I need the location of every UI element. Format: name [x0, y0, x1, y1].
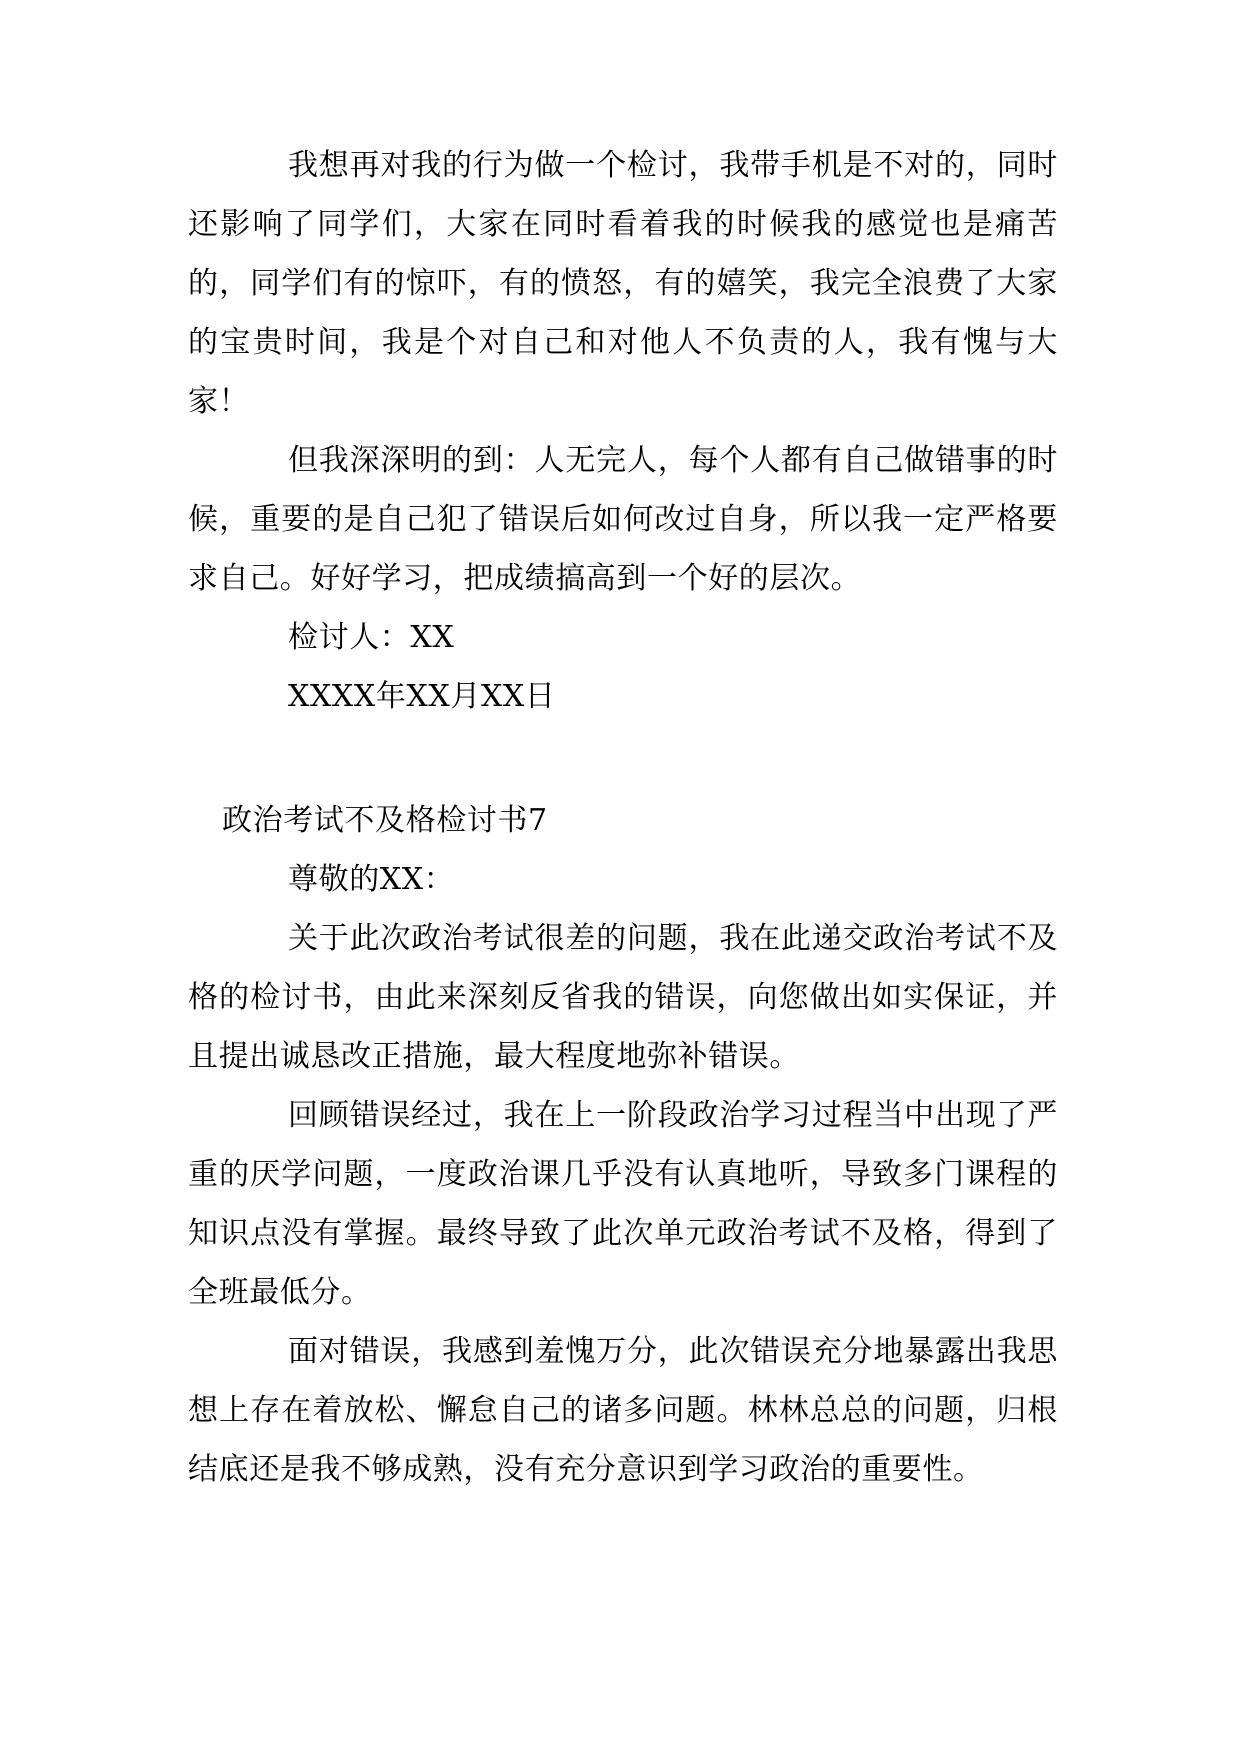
- date-line: XXXX年XX月XX日: [288, 679, 556, 714]
- paragraph-review-of-mistake: 回顾错误经过，我在上一阶段政治学习过程当中出现了严重的厌学问题，一度政治课几乎没有认真地听，导致多门课程的知识点没有掌握。最终导致了此次单元政治考试不及格，得到了全班最低分。: [188, 1098, 1058, 1310]
- paragraph-self-review: 我想再对我的行为做一个检讨，我带手机是不对的，同时还影响了同学们，大家在同时看着我的时候我的感觉也是痛苦的，同学们有的惊吓，有的愤怒，有的嬉笑，我完全浪费了大家的宝贵时间，我是个对自己和对他人不负责的人，我有愧与大家！: [188, 148, 1058, 419]
- paragraph-resolution: 但我深深明的到：人无完人，每个人都有自己做错事的时候，重要的是自己犯了错误后如何改过自身，所以我一定严格要求自己。好好学习，把成绩搞高到一个好的层次。: [188, 443, 1058, 596]
- salutation-line: 尊敬的XX：: [288, 862, 455, 897]
- signer-line: 检讨人：XX: [288, 620, 455, 655]
- paragraph-intro: 关于此次政治考试很差的问题，我在此递交政治考试不及格的检讨书，由此来深刻反省我的错误，向您做出如实保证，并且提出诚恳改正措施，最大程度地弥补错误。: [188, 921, 1058, 1074]
- paragraph-reflection: 面对错误，我感到羞愧万分，此次错误充分地暴露出我思想上存在着放松、懈怠自己的诸多问题。林林总总的问题，归根结底还是我不够成熟，没有充分意识到学习政治的重要性。: [188, 1334, 1058, 1487]
- section-title: 政治考试不及格检讨书7: [222, 803, 548, 838]
